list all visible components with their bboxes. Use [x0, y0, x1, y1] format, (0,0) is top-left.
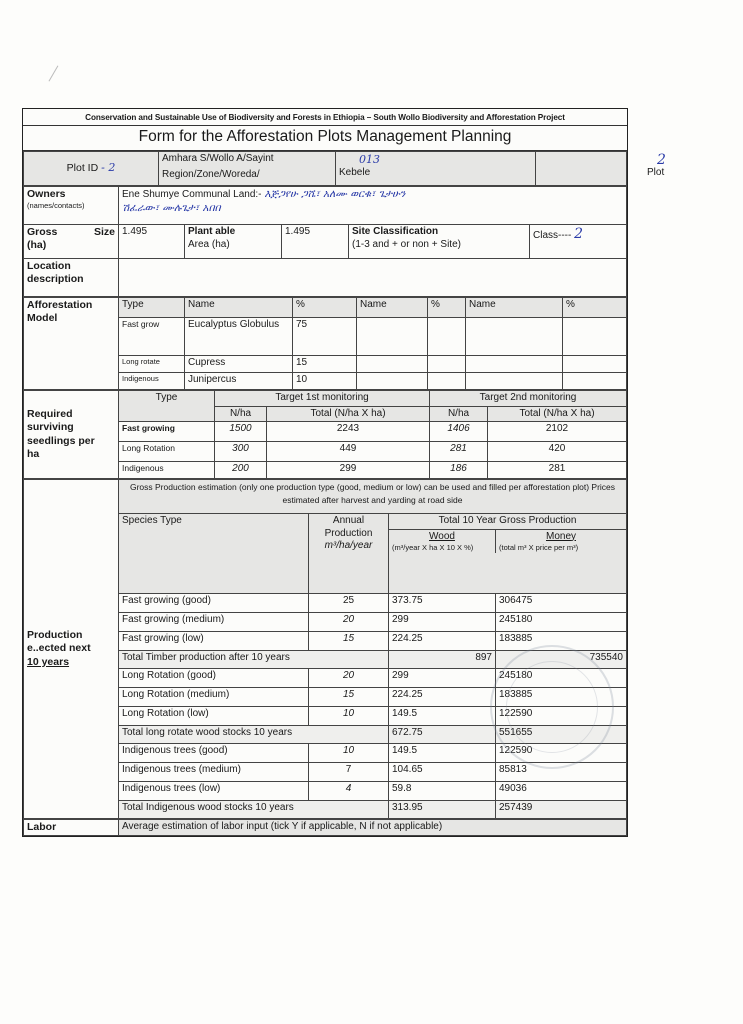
prod-name: Long Rotation (low): [119, 707, 309, 726]
prod-wood: 299: [389, 613, 496, 632]
labor-label: Labor: [24, 820, 119, 836]
model-header-name: Name: [185, 298, 293, 318]
total-header-1: Total (N/ha X ha): [267, 406, 430, 422]
model-header-name-2: Name: [357, 298, 428, 318]
prod-name: Indigenous trees (low): [119, 782, 309, 801]
total-header-2: Total (N/ha X ha): [488, 406, 627, 422]
seedling-t2: 281: [488, 462, 627, 479]
plot-label: Plot: [647, 167, 665, 178]
owners-sublabel: (names/contacts): [27, 201, 85, 211]
gross-label-b: Size: [93, 226, 115, 238]
annual-header: [309, 514, 389, 594]
gross-label-cell: [24, 225, 119, 259]
indig-total-money: 257439: [496, 801, 627, 819]
prod-annual: 4: [309, 782, 389, 801]
seedlings-type-header: Type: [119, 391, 215, 422]
seedling-t1: 299: [267, 462, 430, 479]
model-name: Cupress: [185, 356, 293, 373]
seedling-n2: 281: [430, 442, 488, 462]
project-line: Conservation and Sustainable Use of Biodiversity and Forests in Ethiopia – South Wollo Biodiversity and Afforestation Project: [23, 109, 627, 126]
prod-wood: 299: [389, 669, 496, 688]
long-total-money: 551655: [496, 726, 627, 744]
model-header-pct-2: %: [428, 298, 466, 318]
annual-a: Annual: [332, 515, 365, 526]
timber-total-wood: 897: [389, 651, 496, 669]
prod-money: 183885: [496, 688, 627, 707]
owners-text: Ene Shumye Communal Land:-: [122, 189, 262, 200]
seedlings-label-cell: [24, 391, 119, 479]
plot-id-label: Plot ID: [66, 162, 99, 175]
kebele-label: Kebele: [339, 166, 371, 178]
species-header: Species Type: [119, 514, 309, 594]
class-label: Class----: [533, 230, 572, 241]
site-sub: (1-3 and + or non + Site): [352, 238, 461, 250]
prod-wood: 224.25: [389, 688, 496, 707]
form-title: Form for the Afforestation Plots Management Planning: [23, 126, 627, 151]
prod-wood: 104.65: [389, 763, 496, 782]
prod-name: Long Rotation (good): [119, 669, 309, 688]
management-form: [22, 108, 666, 837]
production-intro: Gross Production estimation (only one production type (good, medium or low) can be used and filled per afforestation plot) Prices estimated after harvest and yarding at road side: [119, 480, 627, 514]
seedling-t2: 2102: [488, 422, 627, 442]
seedlings-label-b: surviving: [27, 421, 74, 434]
prod-annual: 20: [309, 669, 389, 688]
location-value-cell: [119, 259, 627, 297]
labor-text: Average estimation of labor input (tick Y if applicable, N if not applicable): [119, 820, 627, 836]
prod-wood: 149.5: [389, 744, 496, 763]
prod-wood: 373.75: [389, 594, 496, 613]
owners-label-cell: [24, 187, 119, 225]
plot-id-value: - 2: [101, 161, 116, 175]
production-label-cell: [24, 480, 119, 819]
seedlings-label-c: seedlings per: [27, 434, 95, 447]
indig-total-label: Total Indigenous wood stocks 10 years: [119, 801, 389, 819]
prod-wood: 224.25: [389, 632, 496, 651]
plot-info-table: [23, 151, 666, 186]
timber-total-label: Total Timber production after 10 years: [119, 651, 389, 669]
seedlings-label-d: ha: [27, 447, 40, 460]
money-sub: (total m³ X price per m³): [499, 543, 579, 552]
model-type: Indigenous: [119, 373, 185, 390]
gross-label-c: (ha): [27, 239, 47, 252]
region-cell: [159, 152, 336, 186]
seedling-n2: 1406: [430, 422, 488, 442]
region-value: Amhara S/Wollo A/Sayint: [162, 153, 274, 164]
prod-money: 122590: [496, 744, 627, 763]
model-name: Junipercus: [185, 373, 293, 390]
total10-header-cell: [389, 514, 627, 594]
seedlings-table: [23, 390, 627, 479]
class-cell: [530, 225, 627, 259]
model-label-cell: [24, 298, 119, 390]
indig-total-wood: 313.95: [389, 801, 496, 819]
gross-label-a: Gross: [27, 226, 58, 238]
plantable-value: 1.495: [282, 225, 349, 259]
owners-hand-1: እጅጋየሁ ጋሼ፣ አለሙ ወርቁ፣ ጌታሁን: [264, 188, 406, 200]
model-label-a: Afforestation: [27, 299, 93, 311]
annual-c: m³/ha/year: [324, 540, 373, 551]
model-header-name-3: Name: [466, 298, 563, 318]
seedling-t1: 2243: [267, 422, 430, 442]
prod-wood: 59.8: [389, 782, 496, 801]
owner-table: [23, 186, 627, 297]
prod-wood: 149.5: [389, 707, 496, 726]
plot-id-cell: [24, 152, 159, 186]
region-label: Region/Zone/Woreda/: [162, 168, 260, 180]
owners-label: Owners: [27, 188, 66, 200]
model-pct: 75: [293, 318, 357, 356]
production-table: [23, 479, 627, 819]
target-1-header: Target 1st monitoring: [215, 391, 430, 407]
seedling-type: Long Rotation: [119, 442, 215, 462]
model-pct: 15: [293, 356, 357, 373]
nha-header-2: N/ha: [430, 406, 488, 422]
seedling-n2: 186: [430, 462, 488, 479]
prod-name: Fast growing (low): [119, 632, 309, 651]
model-header-type: Type: [119, 298, 185, 318]
seedling-type: Indigenous: [119, 462, 215, 479]
prod-annual: 15: [309, 632, 389, 651]
location-label-a: Location: [27, 260, 71, 272]
model-type: Fast grow: [119, 318, 185, 356]
seedling-t1: 449: [267, 442, 430, 462]
location-label-cell: [24, 259, 119, 297]
production-label-a: Production: [27, 629, 83, 642]
long-total-wood: 672.75: [389, 726, 496, 744]
model-name: Eucalyptus Globulus: [185, 318, 293, 356]
model-table: [23, 297, 627, 390]
prod-money: 245180: [496, 669, 627, 688]
pencil-mark: [49, 65, 71, 88]
gross-value: 1.495: [119, 225, 185, 259]
prod-name: Fast growing (good): [119, 594, 309, 613]
site-label: Site Classification: [352, 226, 439, 237]
labor-table: [23, 819, 627, 836]
model-header-pct-3: %: [563, 298, 627, 318]
seedling-n1: 1500: [215, 422, 267, 442]
money-header: Money: [545, 530, 576, 542]
prod-annual: 20: [309, 613, 389, 632]
model-label-b: Model: [27, 312, 58, 325]
class-hand: 2: [574, 226, 584, 242]
plantable-cell: [185, 225, 282, 259]
seedling-n1: 300: [215, 442, 267, 462]
seedling-t2: 420: [488, 442, 627, 462]
prod-annual: 7: [309, 763, 389, 782]
prod-money: 85813: [496, 763, 627, 782]
prod-money: 183885: [496, 632, 627, 651]
prod-money: 245180: [496, 613, 627, 632]
seedlings-label-a: Required: [27, 408, 73, 421]
total10-header: Total 10 Year Gross Production: [389, 514, 626, 530]
owners-value-cell: [119, 187, 627, 225]
seedling-type: Fast growing: [119, 422, 215, 442]
long-total-label: Total long rotate wood stocks 10 years: [119, 726, 389, 744]
timber-total-money: 735540: [496, 651, 627, 669]
target-2-header: Target 2nd monitoring: [430, 391, 627, 407]
prod-annual: 10: [309, 744, 389, 763]
model-header-pct: %: [293, 298, 357, 318]
plot-number-hand: 2: [657, 152, 666, 168]
wood-sub: (m³/year X ha X 10 X %): [392, 543, 474, 552]
production-label-c: 10 years: [27, 655, 70, 668]
plantable-sub: Area (ha): [188, 238, 230, 250]
prod-name: Indigenous trees (good): [119, 744, 309, 763]
site-cell: [349, 225, 530, 259]
prod-annual: 25: [309, 594, 389, 613]
kebele-cell: [336, 152, 536, 186]
annual-b: Production: [324, 527, 373, 539]
prod-money: 49036: [496, 782, 627, 801]
prod-name: Fast growing (medium): [119, 613, 309, 632]
prod-name: Indigenous trees (medium): [119, 763, 309, 782]
prod-money: 306475: [496, 594, 627, 613]
model-pct: 10: [293, 373, 357, 390]
model-type: Long rotate: [119, 356, 185, 373]
prod-name: Long Rotation (medium): [119, 688, 309, 707]
plot-cell: [536, 152, 666, 186]
prod-money: 122590: [496, 707, 627, 726]
prod-annual: 15: [309, 688, 389, 707]
nha-header-1: N/ha: [215, 406, 267, 422]
plantable-label: Plant able: [188, 226, 236, 237]
owners-hand-2: ሽፈራው፣ ሙሉጌታ፣ አበበ: [122, 201, 221, 214]
location-label-b: description: [27, 273, 84, 286]
kebele-hand: 013: [359, 153, 380, 166]
seedling-n1: 200: [215, 462, 267, 479]
production-label-b: e..ected next: [27, 642, 91, 655]
wood-header: Wood: [429, 530, 455, 542]
prod-annual: 10: [309, 707, 389, 726]
